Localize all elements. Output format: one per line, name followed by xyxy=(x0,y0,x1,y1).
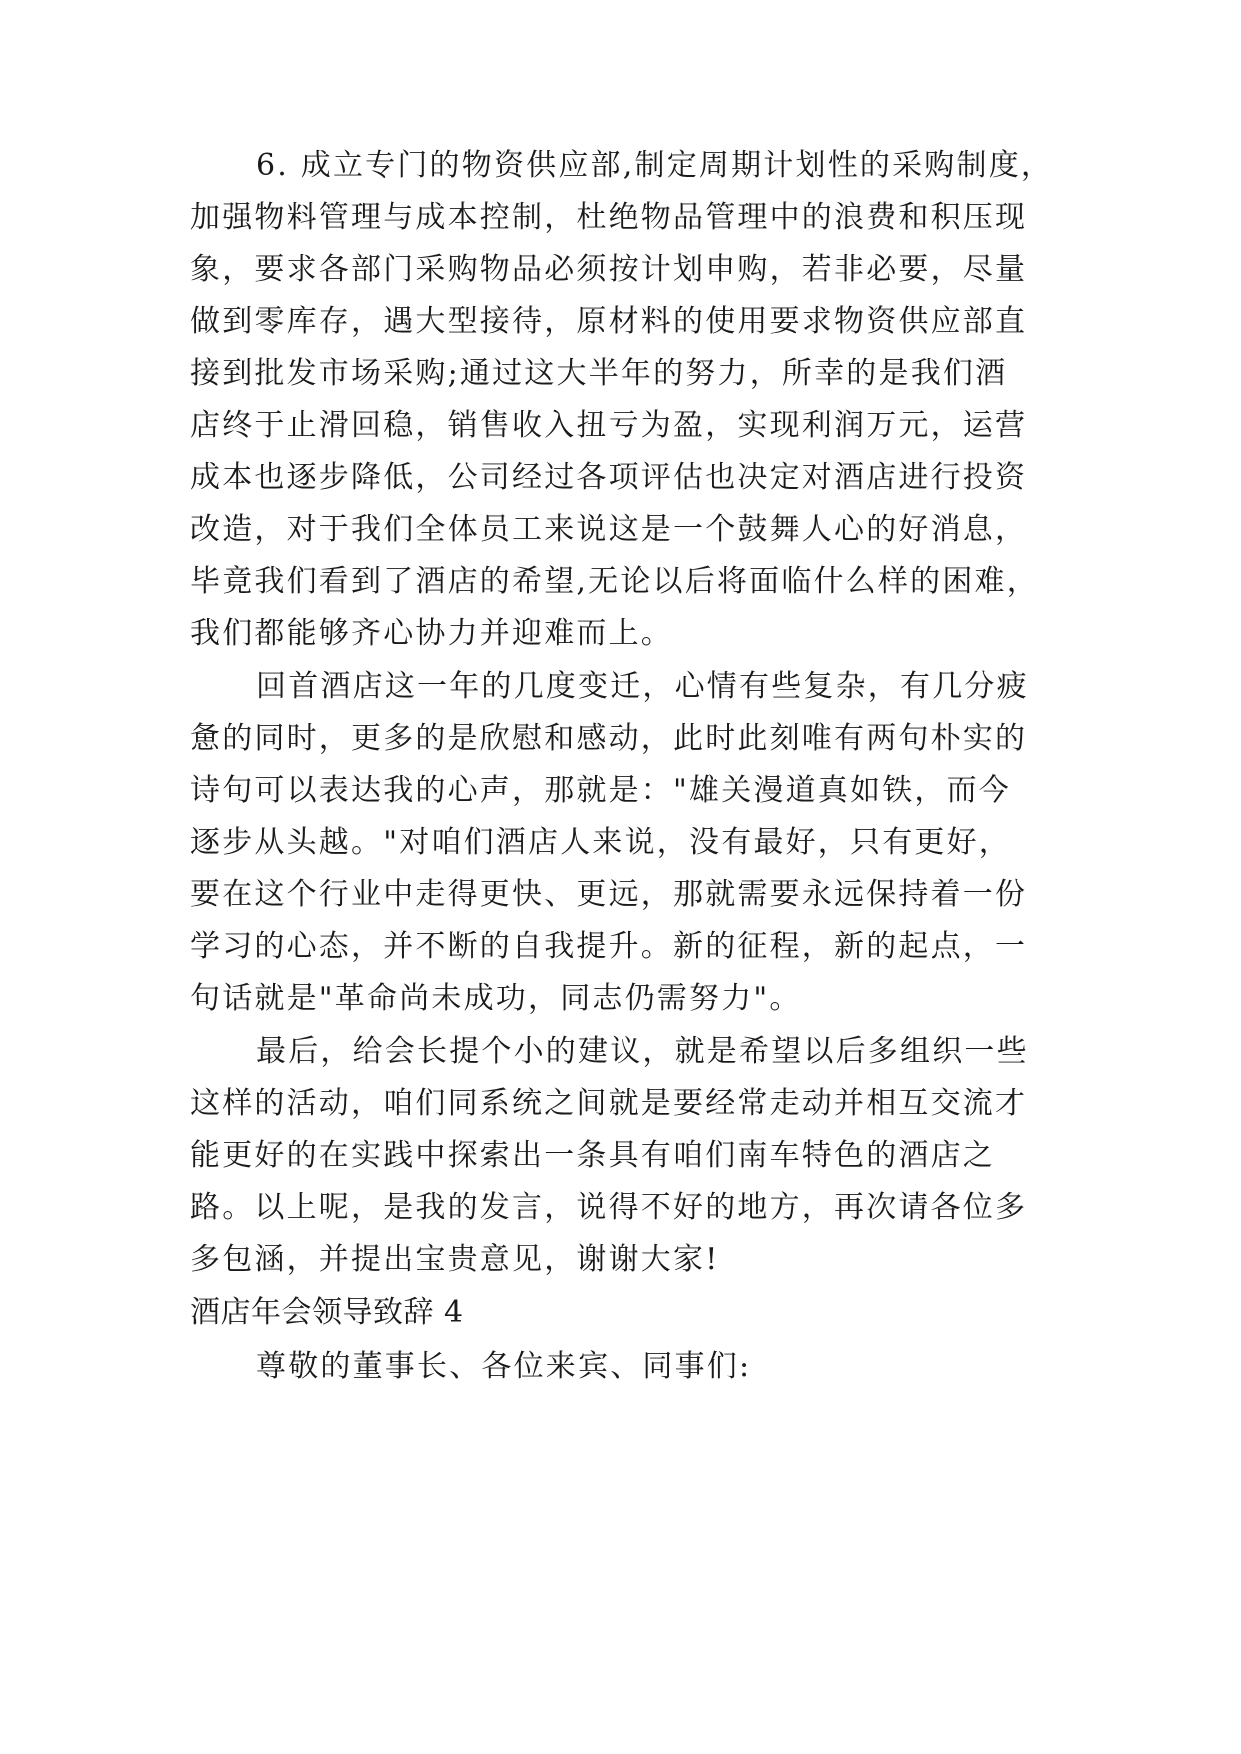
paragraph-1-line-4: 做到零库存，遇大型接待，原材料的使用要求物资供应部直 xyxy=(190,304,1028,339)
paragraph-2-line-7: 句话就是"革命尚未成功，同志仍需努力"。 xyxy=(190,981,802,1016)
paragraph-1-line-10: 我们都能够齐心协力并迎难而上。 xyxy=(190,616,673,651)
paragraph-3-line-5: 多包涵，并提出宝贵意见，谢谢大家! xyxy=(190,1242,720,1277)
salutation: 尊敬的董事长、各位来宾、同事们: xyxy=(256,1349,752,1384)
paragraph-1-line-7: 成本也逐步降低，公司经过各项评估也决定对酒店进行投资 xyxy=(190,460,1028,495)
paragraph-2-line-3: 诗句可以表达我的心声，那就是："雄关漫道真如铁，而今 xyxy=(190,773,1011,808)
paragraph-1-line-8: 改造，对于我们全体员工来说这是一个鼓舞人心的好消息， xyxy=(190,512,1028,547)
paragraph-1-line-3: 象，要求各部门采购物品必须按计划申购，若非必要，尽量 xyxy=(190,252,1028,287)
paragraph-2-line-1: 回首酒店这一年的几度变迁，心情有些复杂，有几分疲 xyxy=(256,669,1029,704)
paragraph-3-line-4: 路。以上呢，是我的发言，说得不好的地方，再次请各位多 xyxy=(190,1190,1028,1225)
paragraph-1-line-5: 接到批发市场采购;通过这大半年的努力，所幸的是我们酒 xyxy=(190,356,1008,391)
paragraph-1-line-1: 6. 成立专门的物资供应部,制定周期计划性的采购制度， xyxy=(256,148,1054,183)
paragraph-3-line-1: 最后，给会长提个小的建议，就是希望以后多组织一些 xyxy=(256,1034,1029,1069)
paragraph-1-line-6: 店终于止滑回稳，销售收入扭亏为盈，实现利润万元，运营 xyxy=(190,408,1028,443)
paragraph-1-line-9: 毕竟我们看到了酒店的希望,无论以后将面临什么样的困难， xyxy=(190,564,1039,599)
paragraph-3-line-2: 这样的活动，咱们同系统之间就是要经常走动并相互交流才 xyxy=(190,1086,1028,1121)
paragraph-1-line-2: 加强物料管理与成本控制，杜绝物品管理中的浪费和积压现 xyxy=(190,200,1028,235)
section-heading: 酒店年会领导致辞 4 xyxy=(190,1295,464,1330)
paragraph-3-line-3: 能更好的在实践中探索出一条具有咱们南车特色的酒店之 xyxy=(190,1138,995,1173)
paragraph-2-line-2: 惫的同时，更多的是欣慰和感动，此时此刻唯有两句朴实的 xyxy=(190,721,1028,756)
paragraph-2-line-6: 学习的心态，并不断的自我提升。新的征程，新的起点，一 xyxy=(190,929,1028,964)
paragraph-2-line-5: 要在这个行业中走得更快、更远，那就需要永远保持着一份 xyxy=(190,877,1028,912)
paragraph-2-line-4: 逐步从头越。"对咱们酒店人来说，没有最好，只有更好， xyxy=(190,825,1011,860)
